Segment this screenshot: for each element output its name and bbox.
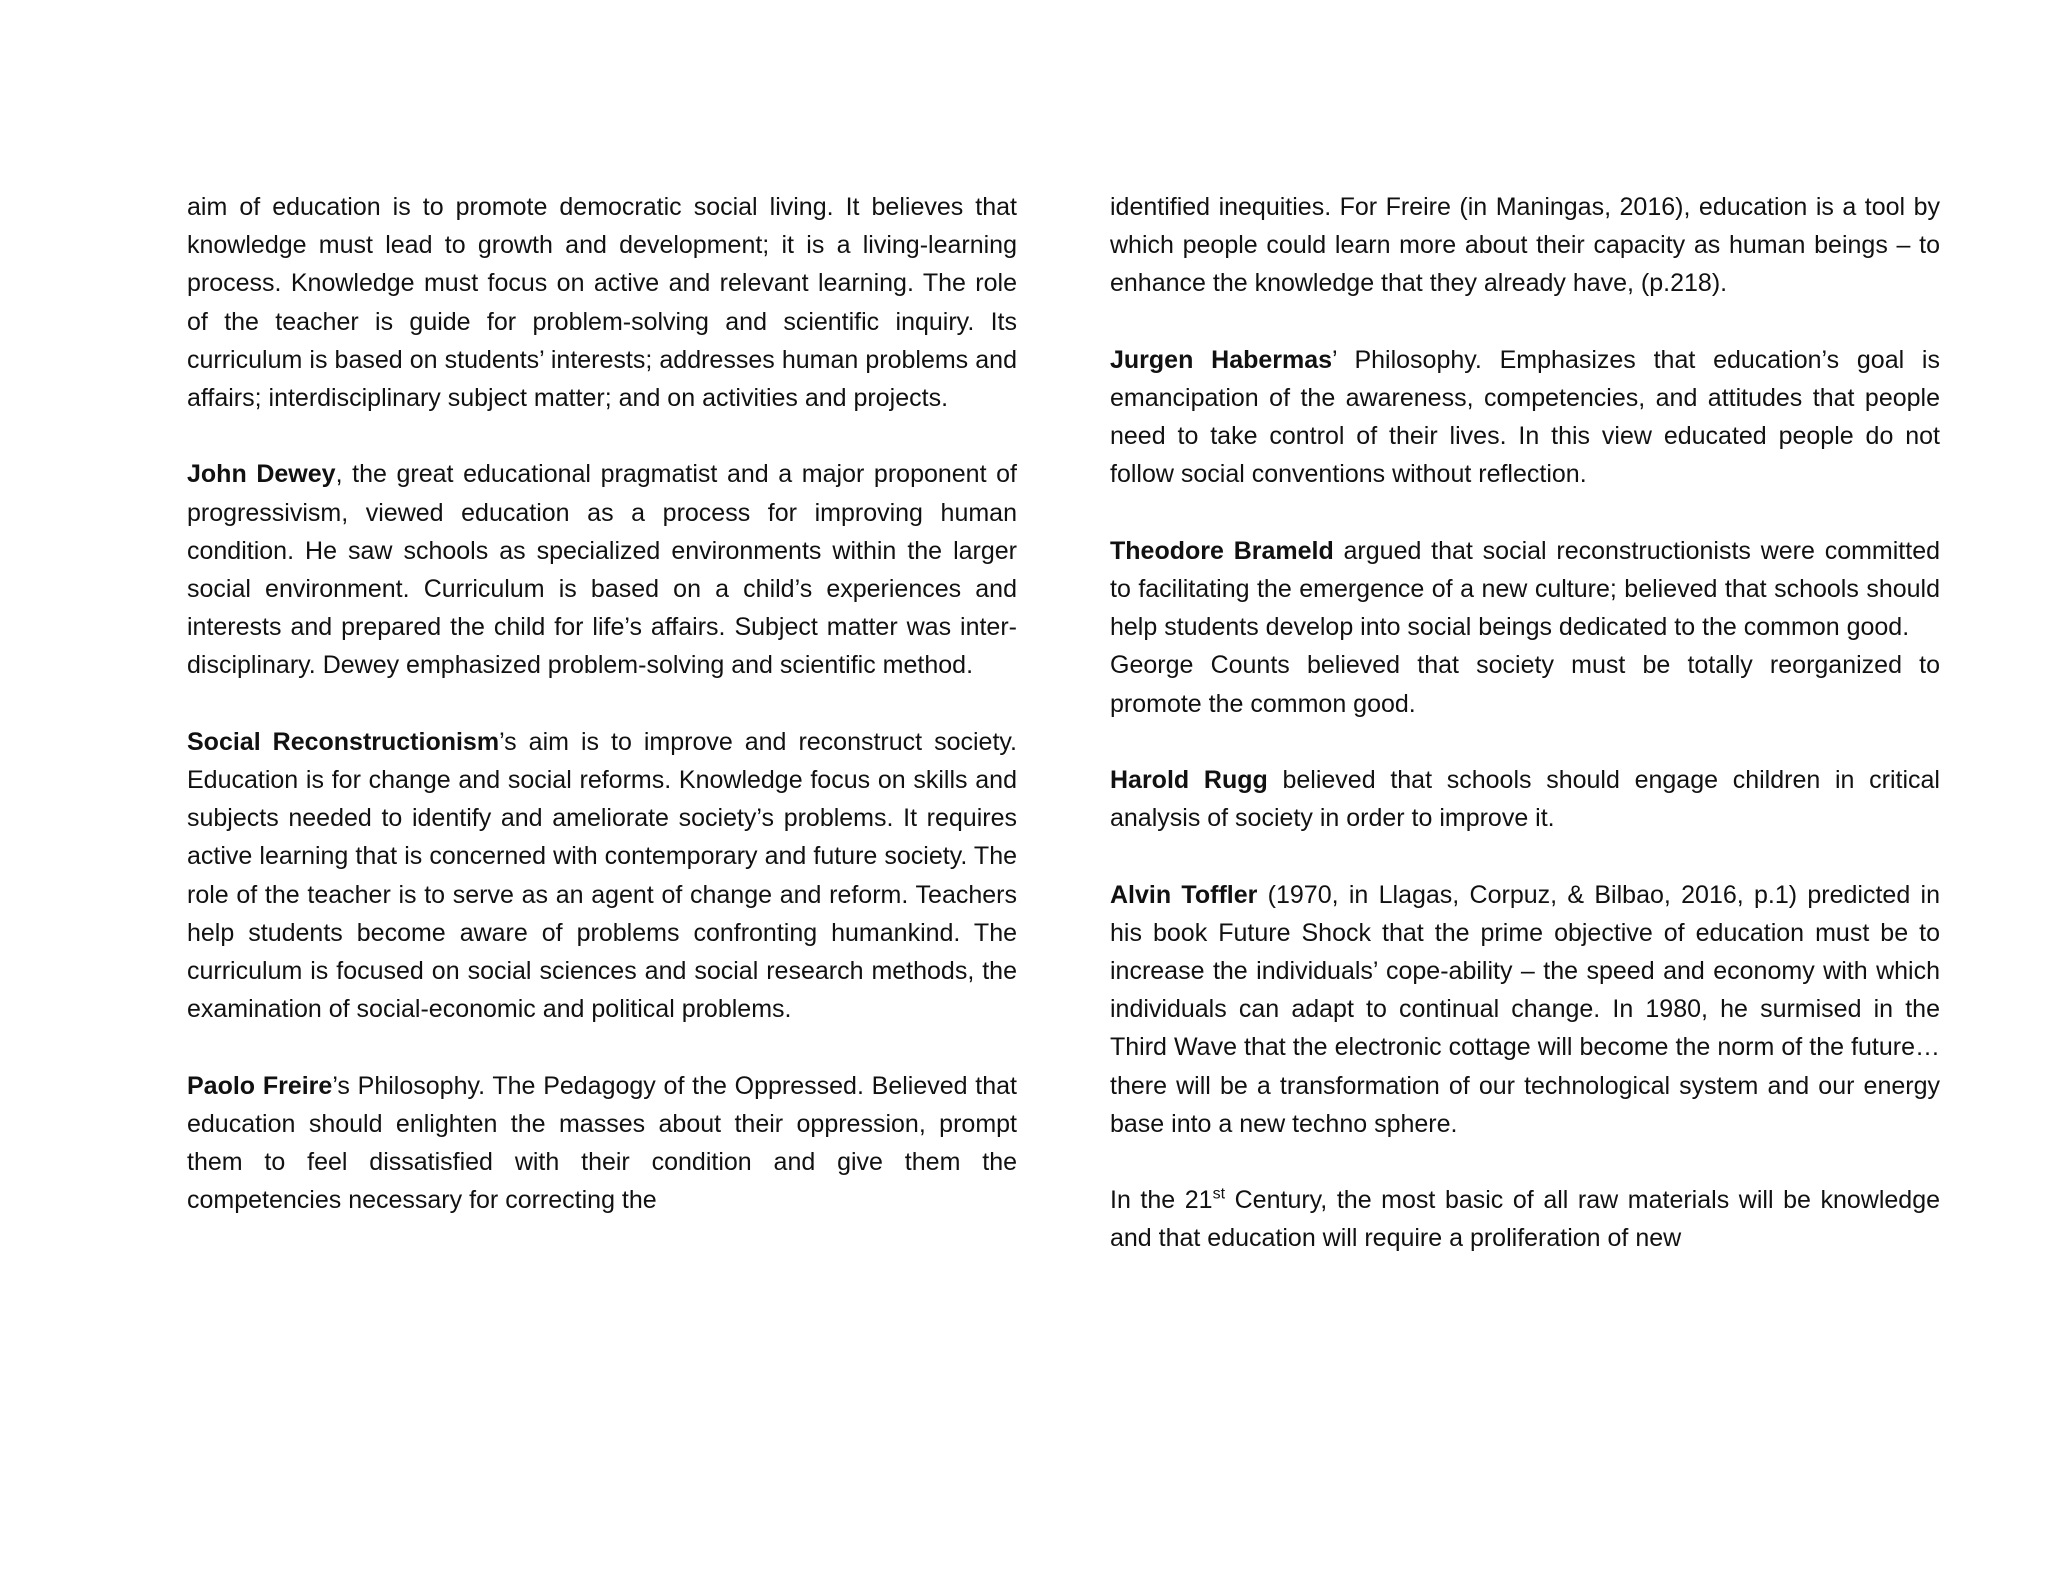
paragraph-jurgen-habermas bbox=[1110, 341, 1940, 494]
bold-name: Alvin Toffler bbox=[1110, 880, 1258, 909]
paragraph-21st-century bbox=[1110, 1181, 1940, 1257]
paragraph-text: argued that social reconstructionists were committed to facilitating the emergence of a new culture; believed that schools should help students develop into social beings dedicated to the common good. bbox=[1110, 536, 1940, 642]
paragraph-text: identified inequities. For Freire (in Maningas, 2016), education is a tool by which people could learn more about their capacity as human beings – to enhance the knowledge that they already have, (p.218). bbox=[1110, 193, 1940, 298]
paragraph-text: George Counts believed that society must be totally reorganized to promote the common good. bbox=[1110, 651, 1940, 718]
right-column bbox=[1110, 188, 1940, 1258]
paragraph-text: In the 21 bbox=[1110, 1186, 1213, 1215]
bold-name: Social Reconstructionism bbox=[187, 727, 500, 756]
bold-name: Jurgen Habermas bbox=[1110, 345, 1333, 374]
paragraph-text: believed that schools should engage children in critical analysis of society in order to improve it. bbox=[1110, 766, 1940, 833]
paragraph-harold-rugg bbox=[1110, 761, 1940, 837]
paragraph-text: (1970, in Llagas, Corpuz, & Bilbao, 2016, p.1) predicted in his book Future Shock that the prime objective of education must be to increase the individuals’ cope-ability – the speed and economy with which individuals can adapt to continual change. In 1980, he surmised in the Third Wave that the electronic cottage will become the norm of the future…there will be a transformation of our technological system and our energy base into a new techno sphere. bbox=[1110, 880, 1941, 1138]
bold-name: John Dewey bbox=[187, 460, 336, 489]
bold-name: Theodore Brameld bbox=[1110, 536, 1334, 565]
paragraph-text: Century, the most basic of all raw materials will be knowledge and that education will require a proliferation of new bbox=[1110, 1186, 1941, 1253]
bold-name: Paolo Freire bbox=[187, 1071, 333, 1100]
bold-name: Harold Rugg bbox=[1110, 766, 1268, 794]
paragraph-text: , the great educational pragmatist and a major proponent of progressivism, viewed education as a process for improving human condition. He saw schools as specialized environments within the larger social environment. Curriculum is based on a child’s experiences and interests and prepared the child for life’s affairs. Subject matter was inter-disciplinary. Dewey emphasized problem-solving and scientific method. bbox=[187, 460, 1017, 680]
paragraph-paolo-freire bbox=[187, 1067, 1017, 1220]
paragraph-alvin-toffler bbox=[1110, 876, 1940, 1143]
paragraph-theodore-brameld bbox=[1110, 532, 1940, 647]
superscript: st bbox=[1212, 1185, 1226, 1203]
paragraph-text: ’s aim is to improve and reconstruct society. Education is for change and social reforms. Knowledge focus on skills and subjects needed to identify and ameliorate society’s problems. It requires active learning that is concerned with contemporary and future society. The role of the teacher is to serve as an agent of change and reform. Teachers help students become aware of problems confronting humankind. The curriculum is focused on social sciences and social research methods, the examination of social-economic and political problems. bbox=[187, 727, 1017, 1024]
left-column bbox=[187, 188, 1017, 1219]
paragraph-social-reconstructionism bbox=[187, 723, 1017, 1029]
paragraph-george-counts bbox=[1110, 646, 1940, 722]
paragraph-text: ’s Philosophy. The Pedagogy of the Oppressed. Believed that education should enlighten the masses about their oppression, prompt them to feel dissatisfied with their condition and give them the competencies necessary for correcting the bbox=[187, 1071, 1017, 1215]
paragraph-text: ’ Philosophy. Emphasizes that education’s goal is emancipation of the awareness, competencies, and attitudes that people need to take control of their lives. In this view educated people do not follow social conventions without reflection. bbox=[1110, 345, 1940, 489]
paragraph-text: aim of education is to promote democratic social living. It believes that knowledge must lead to growth and development; it is a living-learning process. Knowledge must focus on active and relevant learning. The role of the teacher is guide for problem-solving and scientific inquiry. Its curriculum is based on students’ interests; addresses human problems and affairs; interdisciplinary subject matter; and on activities and projects. bbox=[187, 193, 1017, 413]
paragraph-progressivism-aim bbox=[187, 188, 1017, 417]
paragraph-freire-continued bbox=[1110, 188, 1940, 303]
paragraph-john-dewey bbox=[187, 455, 1017, 684]
